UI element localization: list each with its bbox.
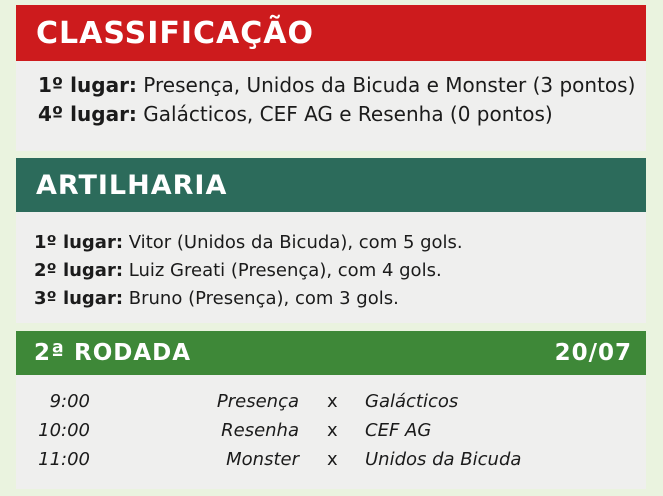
artilharia-panel bbox=[16, 158, 646, 323]
place-text: Bruno (Presença), com 3 gols. bbox=[123, 288, 399, 309]
game-versus: x bbox=[327, 391, 338, 412]
artilharia-line bbox=[34, 229, 646, 257]
game-away-team: Unidos da Bicuda bbox=[365, 449, 522, 470]
artilharia-line bbox=[34, 285, 646, 313]
place-label: 1º lugar: bbox=[38, 73, 137, 97]
rodada-header bbox=[16, 331, 646, 375]
game-home-team: Presença bbox=[216, 391, 299, 412]
classificacao-line bbox=[38, 71, 646, 100]
game-time: 9:00 bbox=[49, 391, 90, 412]
rodada-panel bbox=[16, 331, 646, 489]
place-label: 1º lugar: bbox=[34, 232, 124, 253]
game-time: 10:00 bbox=[38, 420, 90, 441]
game-row bbox=[16, 445, 646, 474]
classificacao-title: CLASSIFICAÇÃO bbox=[36, 15, 315, 51]
game-home-team: Monster bbox=[226, 449, 299, 470]
place-text: Presença, Unidos da Bicuda e Monster (3 pontos) bbox=[136, 73, 636, 97]
place-text: Vitor (Unidos da Bicuda), com 5 gols. bbox=[123, 232, 463, 253]
classificacao-panel bbox=[16, 5, 646, 151]
artilharia-list bbox=[16, 212, 646, 313]
artilharia-line bbox=[34, 257, 646, 285]
place-label: 2º lugar: bbox=[34, 260, 124, 281]
place-text: Luiz Greati (Presença), com 4 gols. bbox=[123, 260, 442, 281]
classificacao-list bbox=[16, 61, 646, 129]
game-home-team: Resenha bbox=[221, 420, 299, 441]
game-row bbox=[16, 416, 646, 445]
game-versus: x bbox=[327, 420, 338, 441]
artilharia-header bbox=[16, 158, 646, 212]
place-label: 4º lugar: bbox=[38, 102, 137, 126]
game-away-team: Galácticos bbox=[365, 391, 459, 412]
artilharia-title: ARTILHARIA bbox=[36, 169, 228, 201]
game-away-team: CEF AG bbox=[365, 420, 432, 441]
rodada-title: 2ª RODADA bbox=[34, 340, 192, 366]
game-row bbox=[16, 387, 646, 416]
games-list bbox=[16, 375, 646, 474]
game-time: 11:00 bbox=[38, 449, 90, 470]
place-label: 3º lugar: bbox=[34, 288, 124, 309]
classificacao-header bbox=[16, 5, 646, 61]
place-text: Galácticos, CEF AG e Resenha (0 pontos) bbox=[136, 102, 553, 126]
game-versus: x bbox=[327, 449, 338, 470]
classificacao-line bbox=[38, 100, 646, 129]
rodada-date: 20/07 bbox=[554, 340, 632, 366]
